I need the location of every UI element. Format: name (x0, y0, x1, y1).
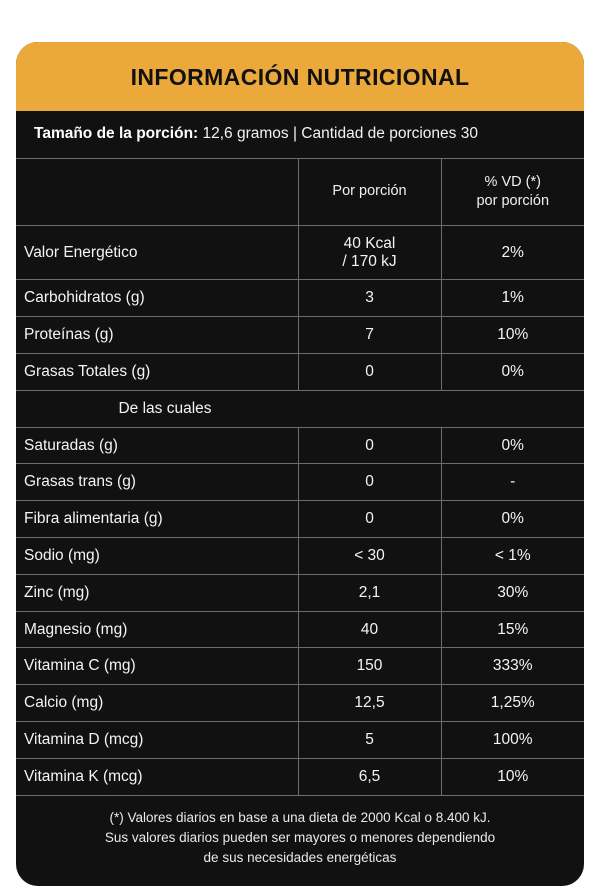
row-label: Vitamina K (mcg) (16, 758, 298, 795)
row-daily-value: 2% (441, 225, 584, 280)
table-row (16, 501, 584, 538)
table-row (16, 758, 584, 795)
table-header-row (16, 159, 584, 225)
table-row (16, 648, 584, 685)
footnote-line-1: (*) Valores diarios en base a una dieta de 2000 Kcal o 8.400 kJ. (109, 809, 491, 825)
row-label: Zinc (mg) (16, 574, 298, 611)
energy-kj: / 170 kJ (342, 252, 397, 270)
serving-size-value: 12,6 gramos | Cantidad de porciones 30 (198, 125, 478, 142)
row-per-portion: 6,5 (298, 758, 441, 795)
serving-size-line (16, 111, 584, 159)
nutrition-facts-panel (16, 42, 584, 886)
row-daily-value: - (441, 464, 584, 501)
row-label: Vitamina D (mcg) (16, 722, 298, 759)
row-label: Vitamina C (mg) (16, 648, 298, 685)
row-per-portion: 5 (298, 722, 441, 759)
header-cell-daily-value (441, 159, 584, 225)
row-label: Grasas Totales (g) (16, 353, 298, 390)
row-daily-value: 1% (441, 280, 584, 317)
table-row (16, 280, 584, 317)
subheader-cell (16, 390, 584, 427)
row-daily-value: 10% (441, 317, 584, 354)
row-per-portion: 2,1 (298, 574, 441, 611)
header-cell-empty (16, 159, 298, 225)
subheader-label: De las cuales (118, 399, 212, 417)
row-label: Valor Energético (16, 225, 298, 280)
row-label: Grasas trans (g) (16, 464, 298, 501)
row-daily-value: 10% (441, 758, 584, 795)
row-label: Calcio (mg) (16, 685, 298, 722)
row-per-portion: 0 (298, 353, 441, 390)
row-per-portion: 12,5 (298, 685, 441, 722)
row-label: Carbohidratos (g) (16, 280, 298, 317)
row-label: Sodio (mg) (16, 538, 298, 575)
daily-value-line2: por porción (476, 192, 550, 209)
table-row (16, 317, 584, 354)
footnote-line-2: Sus valores diarios pueden ser mayores o menores dependiendo (104, 829, 496, 845)
row-label: Magnesio (mg) (16, 611, 298, 648)
row-per-portion (298, 225, 441, 280)
table-row (16, 225, 584, 280)
row-per-portion: 7 (298, 317, 441, 354)
row-per-portion: 0 (298, 501, 441, 538)
table-row (16, 685, 584, 722)
row-daily-value: 0% (441, 353, 584, 390)
row-daily-value: 333% (441, 648, 584, 685)
row-daily-value: 100% (441, 722, 584, 759)
daily-value-line1: % VD (*) (484, 174, 541, 190)
row-label: Proteínas (g) (16, 317, 298, 354)
table-row (16, 722, 584, 759)
energy-kcal: 40 Kcal (343, 234, 396, 252)
nutrition-table (16, 159, 584, 796)
row-per-portion: 0 (298, 427, 441, 464)
table-subheader-row (16, 390, 584, 427)
footnote-line-3: de sus necesidades energéticas (203, 850, 397, 866)
row-daily-value: 15% (441, 611, 584, 648)
row-daily-value: 0% (441, 427, 584, 464)
row-per-portion: 150 (298, 648, 441, 685)
row-per-portion: 40 (298, 611, 441, 648)
serving-size-label: Tamaño de la porción: (34, 125, 199, 142)
row-per-portion: 0 (298, 464, 441, 501)
row-daily-value: 30% (441, 574, 584, 611)
row-label: Saturadas (g) (16, 427, 298, 464)
table-row (16, 353, 584, 390)
row-per-portion: < 30 (298, 538, 441, 575)
row-daily-value: < 1% (441, 538, 584, 575)
table-row (16, 574, 584, 611)
header-cell-per-portion: Por porción (298, 159, 441, 225)
row-daily-value: 0% (441, 501, 584, 538)
table-row (16, 464, 584, 501)
row-per-portion: 3 (298, 280, 441, 317)
row-daily-value: 1,25% (441, 685, 584, 722)
row-label: Fibra alimentaria (g) (16, 501, 298, 538)
table-row (16, 427, 584, 464)
footnote (16, 796, 584, 887)
table-row (16, 538, 584, 575)
table-row (16, 611, 584, 648)
panel-title: INFORMACIÓN NUTRICIONAL (130, 64, 470, 90)
panel-header (16, 42, 584, 111)
